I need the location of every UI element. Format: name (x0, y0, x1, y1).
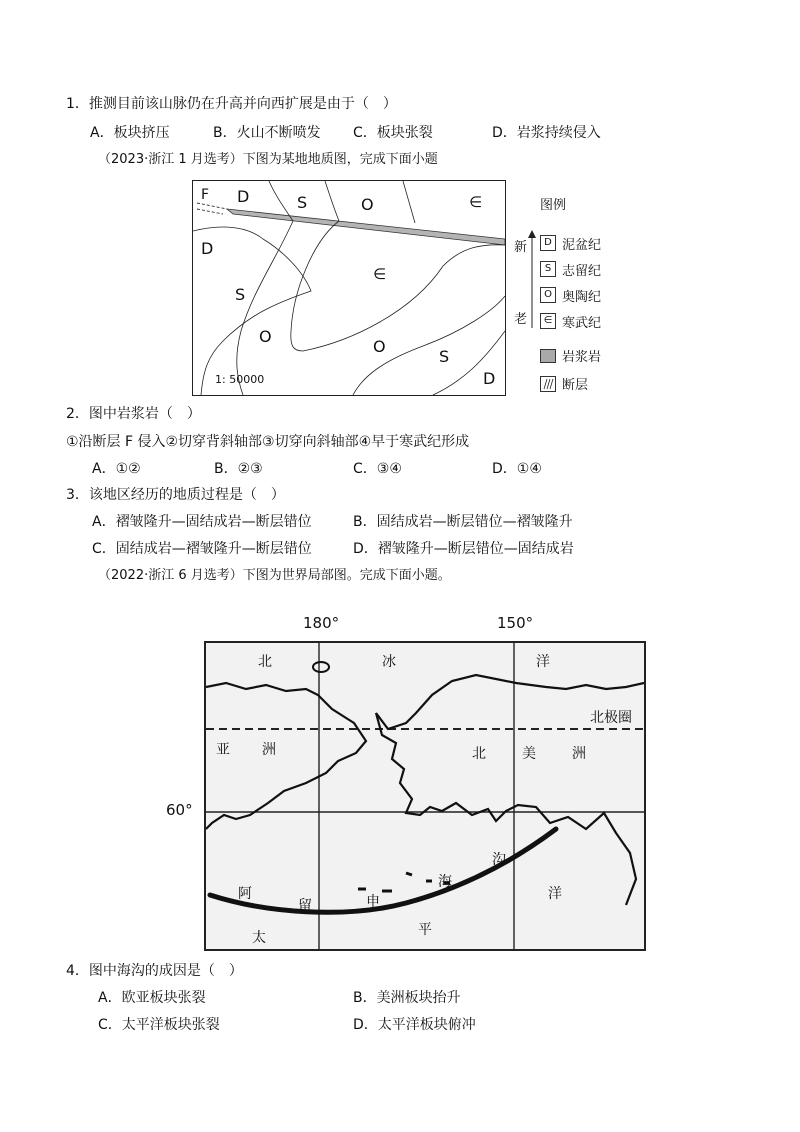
q2-option-d[interactable]: D．①④ (492, 461, 542, 477)
continent-label: 美 (522, 746, 536, 762)
legend-new-label: 新 (514, 240, 528, 255)
legend-label: 奥陶纪 (562, 289, 602, 305)
legend-item-silurian (540, 256, 640, 282)
trench-label: 海 (438, 874, 452, 890)
stratum-label-s: S (439, 347, 450, 366)
aleutian-trench (210, 829, 556, 912)
trench-label: 阿 (238, 886, 252, 902)
latitude-60-label: 60° (166, 801, 193, 819)
ocean-label: 洋 (548, 886, 562, 902)
magma-body (227, 209, 505, 245)
stratum-label-o: O (361, 195, 374, 214)
q3-option-d[interactable]: D．褶皱隆升—断层错位—固结成岩 (353, 541, 574, 557)
q3-option-b[interactable]: B．固结成岩—断层错位—褶皱隆升 (353, 514, 573, 530)
legend-symbol: ∈ (540, 313, 556, 329)
geological-map (192, 180, 506, 396)
legend-item-cambrian (540, 308, 640, 334)
ocean-label: 冰 (382, 654, 396, 670)
fault-line-2 (197, 209, 223, 214)
longitude-180-label: 180° (303, 614, 340, 632)
stratum-label-o: O (373, 337, 386, 356)
legend-symbol: D (540, 235, 556, 251)
legend-symbol: O (540, 287, 556, 303)
age-arrow-icon (526, 228, 538, 332)
legend-label: 断层 (562, 378, 589, 393)
fault-label-f: F (201, 187, 210, 203)
q2-statements: ①沿断层 F 侵入②切穿背斜轴部③切穿向斜轴部④早于寒武纪形成 (66, 434, 470, 450)
q4-option-b[interactable]: B．美洲板块抬升 (353, 990, 461, 1006)
ocean-label: 太 (252, 930, 266, 946)
q4-stem: 4．图中海沟的成因是（ ） (66, 963, 243, 979)
q1-option-b[interactable]: B．火山不断喷发 (213, 125, 321, 141)
continent-label: 洲 (262, 742, 276, 758)
stratum-label-o: O (259, 327, 272, 346)
q4-option-a[interactable]: A．欧亚板块张裂 (98, 990, 206, 1006)
magma-swatch (540, 349, 556, 363)
stratum-label-d: D (237, 187, 250, 206)
world-map (204, 641, 646, 951)
legend-item-fault (540, 374, 588, 393)
continent-label: 洲 (572, 746, 586, 762)
q2-option-c[interactable]: C．③④ (353, 461, 402, 477)
stratum-label-d: D (483, 369, 496, 388)
source-note-1: （2023·浙江 1 月选考）下图为某地地质图，完成下面小题 (98, 152, 438, 167)
world-map-drawing (206, 643, 644, 949)
fault-icon (540, 376, 556, 392)
legend-item-ordovician (540, 282, 640, 308)
map-scale: 1: 50000 (215, 373, 265, 386)
q1-stem: 1．推测目前该山脉仍在升高并向西扩展是由于（ ） (66, 96, 397, 112)
legend-label: 岩浆岩 (562, 350, 602, 365)
arctic-circle-label: 北极圈 (590, 710, 632, 726)
fault-line (197, 203, 227, 209)
continent-label: 亚 (216, 742, 230, 758)
q2-option-a[interactable]: A．①② (92, 461, 141, 477)
q3-stem: 3．该地区经历的地质过程是（ ） (66, 487, 285, 503)
map-legend (514, 188, 624, 398)
q2-stem: 2．图中岩浆岩（ ） (66, 406, 201, 422)
continent-label: 北 (472, 746, 486, 762)
q4-option-d[interactable]: D．太平洋板块俯冲 (353, 1017, 476, 1033)
ocean-label: 洋 (536, 654, 550, 670)
ocean-label: 平 (418, 922, 432, 938)
legend-old-label: 老 (514, 312, 528, 327)
island-shape (313, 662, 329, 672)
legend-label: 寒武纪 (562, 315, 602, 331)
north-america-west-coast (376, 713, 636, 905)
q3-option-a[interactable]: A．褶皱隆升—固结成岩—断层错位 (92, 514, 312, 530)
legend-label: 志留纪 (562, 263, 602, 279)
legend-item-magma (540, 346, 601, 365)
trench-label: 沟 (492, 852, 506, 868)
stratum-label-cambrian: ∈ (469, 193, 483, 211)
stratum-label-s: S (235, 285, 246, 304)
source-note-2: （2022·浙江 6 月选考）下图为世界局部图。完成下面小题。 (98, 568, 451, 583)
q3-option-c[interactable]: C．固结成岩—褶皱隆升—断层错位 (92, 541, 312, 557)
stratum-label-d: D (201, 239, 214, 258)
aleutian-islands (358, 873, 450, 891)
asia-coastline (206, 683, 366, 829)
ocean-label: 北 (258, 654, 272, 670)
boundary-north (403, 181, 415, 223)
q4-option-c[interactable]: C．太平洋板块张裂 (98, 1017, 220, 1033)
trench-label: 留 (298, 898, 312, 914)
stratum-label-cambrian: ∈ (373, 265, 387, 283)
legend-title: 图例 (540, 198, 567, 213)
legend-item-devonian (540, 230, 640, 256)
q1-option-c[interactable]: C．板块张裂 (353, 125, 433, 141)
longitude-150-label: 150° (497, 614, 534, 632)
q2-option-b[interactable]: B．②③ (214, 461, 263, 477)
trench-label: 申 (366, 894, 380, 910)
stratum-label-s: S (297, 193, 308, 212)
q1-option-d[interactable]: D．岩浆持续侵入 (492, 125, 601, 141)
legend-symbol: S (540, 261, 556, 277)
legend-label: 泥盆纪 (562, 237, 602, 253)
q1-option-a[interactable]: A．板块挤压 (90, 125, 170, 141)
